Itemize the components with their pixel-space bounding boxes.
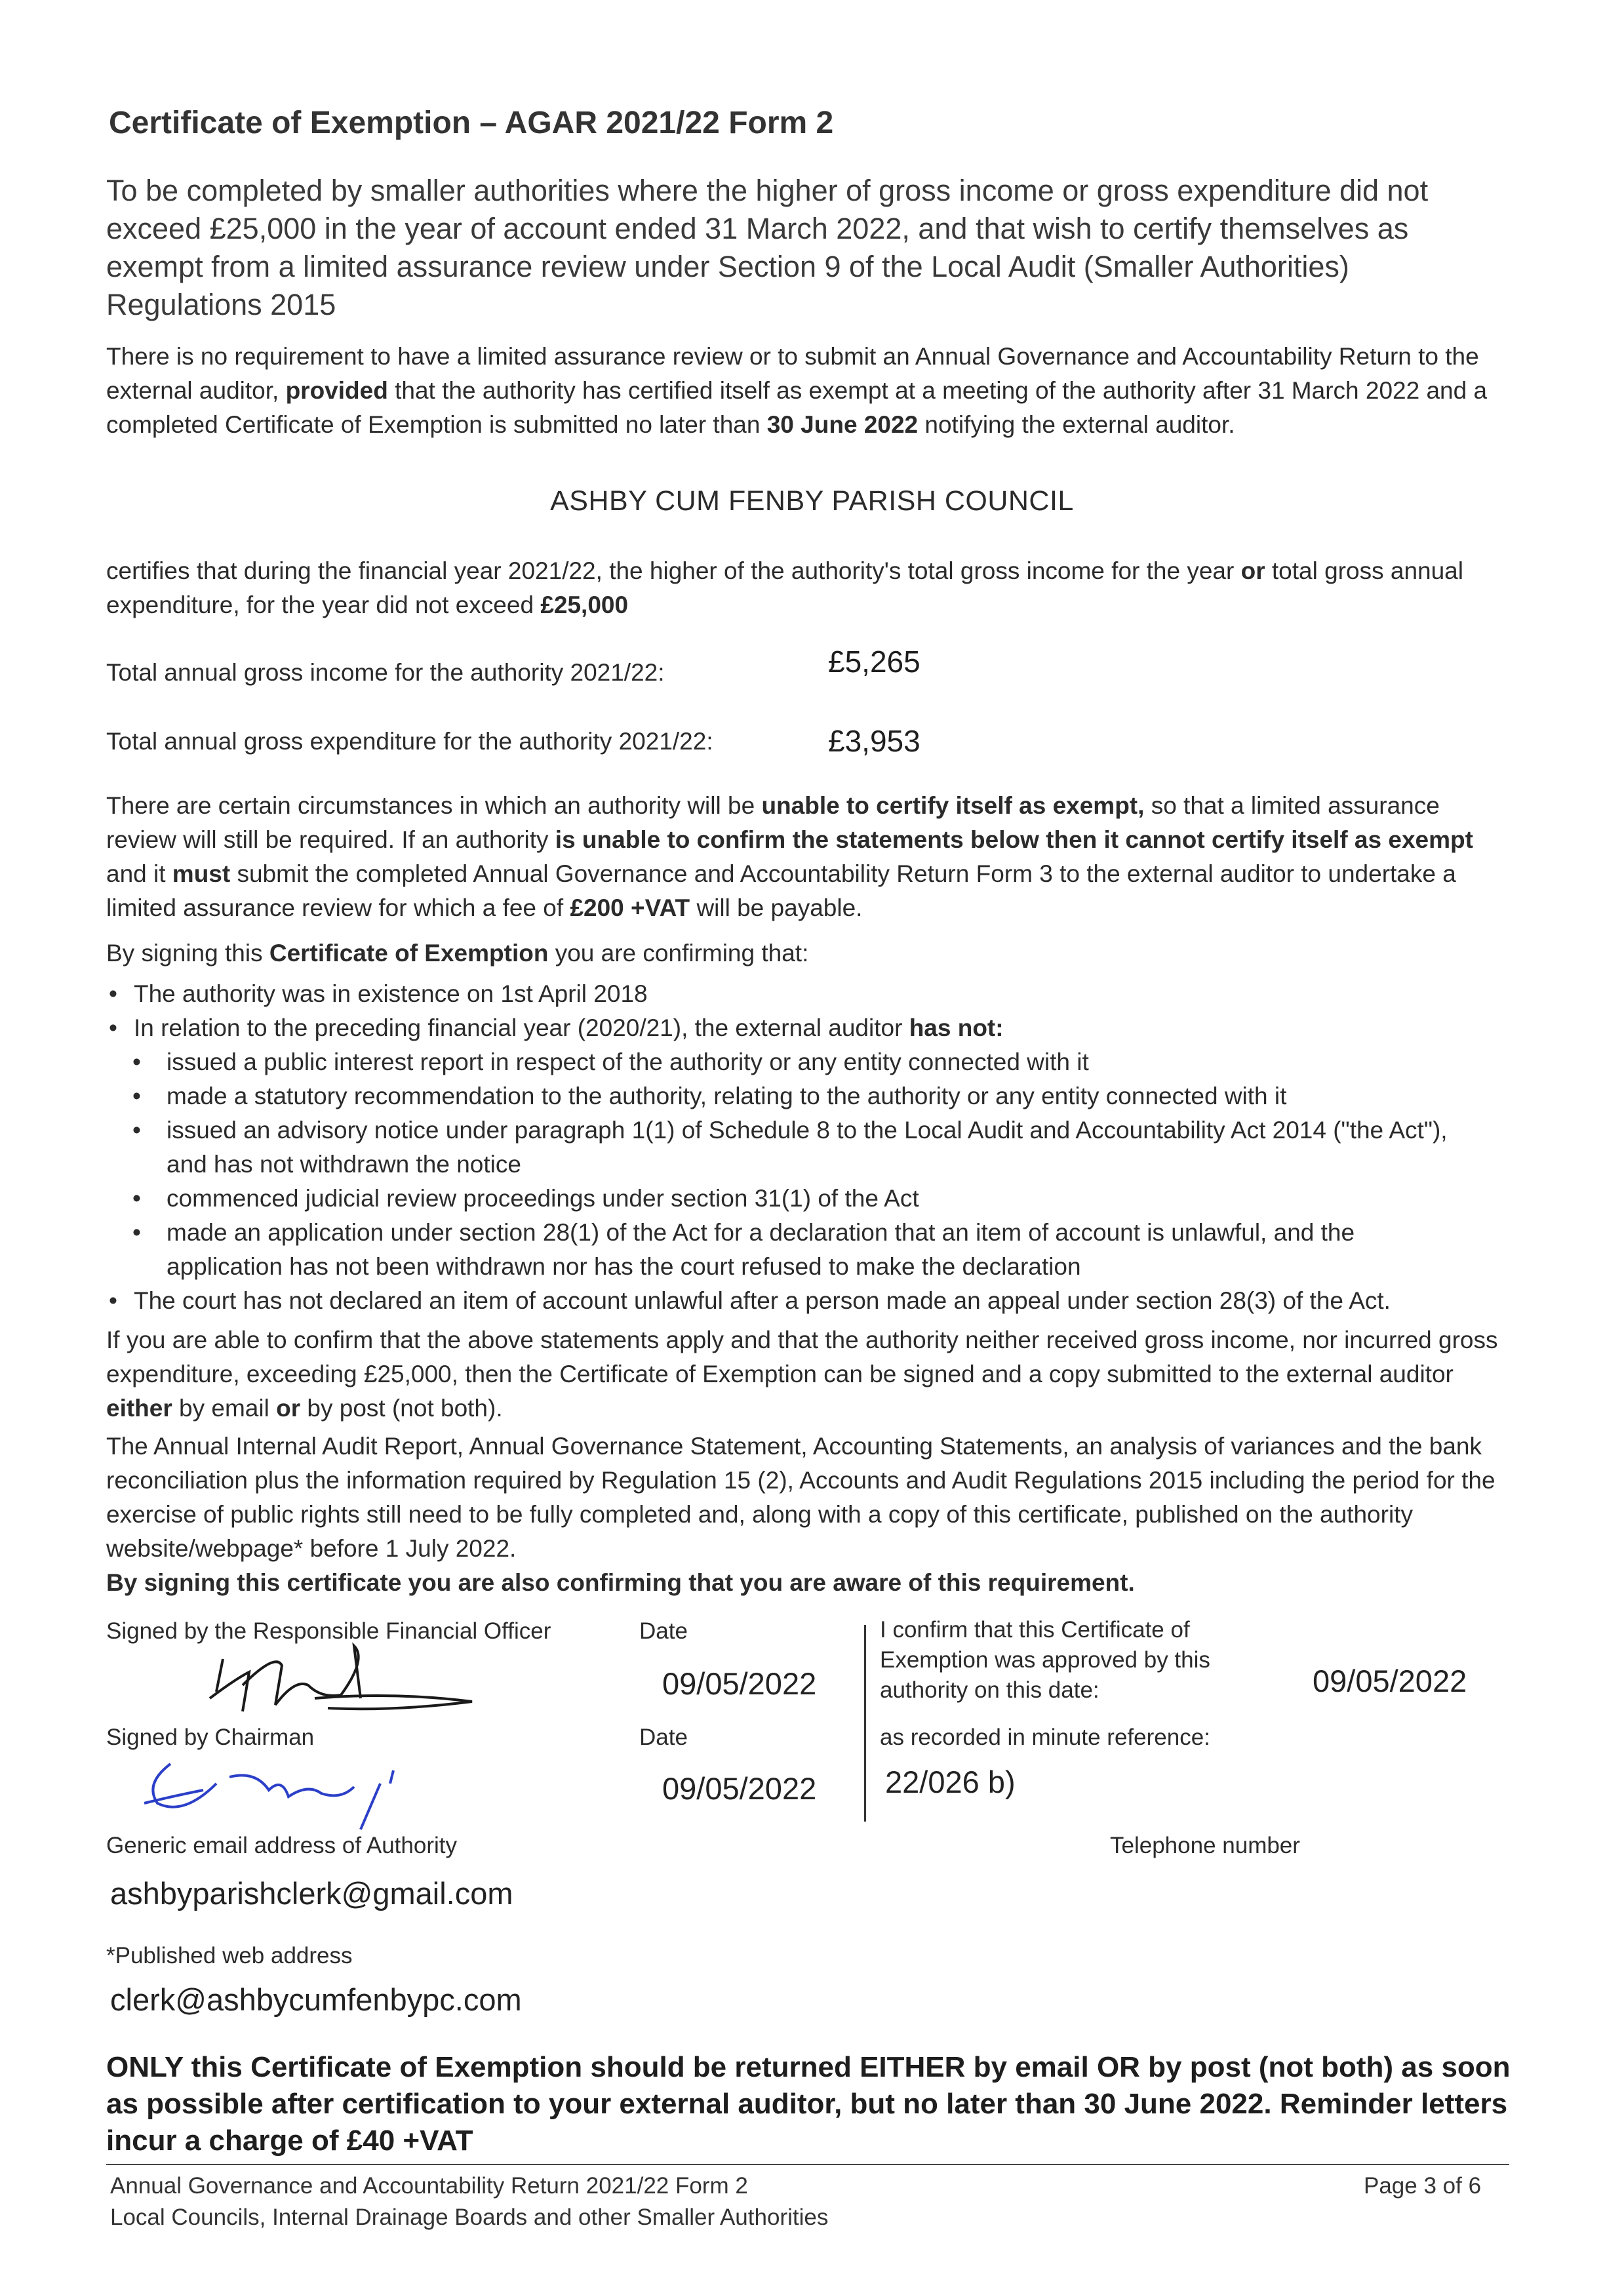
list-item: • issued an advisory notice under paragraph 1(1) of Schedule 8 to the Local Audit and Accountability Act 2014 ("the Act"), and has not withdrawn the notice [106,1113,1516,1182]
chair-date: 09/05/2022 [662,1771,817,1806]
income-value: £5,265 [828,645,921,679]
circumstances-text-3: and it [106,860,166,887]
circumstances-bold-2: is unable to confirm the statements below then it cannot certify itself as exempt [555,826,1473,853]
expenditure-value: £3,953 [828,724,921,758]
statement-list [106,977,1516,1318]
list-item: • made an application under section 28(1) of the Act for a declaration that an item of account is unlawful, and the application has not been withdrawn nor has the court refused to make the declaration [106,1216,1516,1284]
confirm-bold-1: either [106,1395,172,1422]
list-item: • The court has not declared an item of account unlawful after a person made an appeal under section 28(3) of the Act. [106,1284,1516,1318]
confirm-text-3: by post (not both). [307,1395,503,1422]
certifies-text-1: certifies that during the financial year 2021/22, the higher of the authority's total gross income for the year [106,557,1235,584]
circumstances-bold-3: must [172,860,231,887]
circumstances-text-1: There are certain circumstances in which an authority will be [106,792,755,819]
page-number: Page 3 of 6 [1364,2173,1482,2199]
signing-text-2: you are confirming that: [555,940,809,967]
requirement-text-3: notifying the external auditor. [924,411,1235,438]
web-value: clerk@ashbycumfenbypc.com [110,1982,522,2017]
intro-lead: To be completed by smaller authorities where the higher of gross income or gross expenditure did not exceed £25,000 in the year of account ended 31 March 2022, and that wish to certify themselves as exempt from a limited assurance review under Section 9 of the Local Audit (Smaller Authorities) Regulations 2015 [106,174,1429,321]
requirement-text-1: There is no requirement to have a limited assurance review or to submit an Annual Governance and Accountability Return to the external auditor, [106,343,1479,404]
council-name: ASHBY CUM FENBY PARISH COUNCIL [550,485,1074,517]
footer-divider [106,2164,1509,2165]
circumstances-text-2: so that a limited assurance review will still be required. If an authority [106,792,1440,853]
chair-signature [131,1744,498,1836]
email-value: ashbyparishclerk@gmail.com [110,1876,513,1911]
page-title: Certificate of Exemption – AGAR 2021/22 Form 2 [109,106,834,140]
circumstances-bold-1: unable to certify itself as exempt, [761,792,1145,819]
circumstances-text-5: will be payable. [696,894,863,921]
confirm-text-2: by email [179,1395,269,1422]
list-item: • The authority was in existence on 1st April 2018 [106,977,1516,1011]
return-notice: ONLY this Certificate of Exemption should be returned EITHER by email OR by post (not both) as soon as possible after certification to your external auditor, but no later than 30 June 2022. Reminder letters incur a charge of £40 +VAT [106,2051,1511,2157]
certifies-bold-1: or [1240,557,1265,584]
annual-report-text: The Annual Internal Audit Report, Annual Governance Statement, Accounting Statements, an analysis of variances and the bank reconciliation plus the information required by Regulation 15 (2), Accounts and Audit Regulations 2015 including the period for the exercise of public rights still need to be fully completed and, along with a copy of this certificate, published on the authority website/webpage* before 1 July 2022. [106,1433,1495,1562]
requirement-paragraph [106,340,1516,442]
approved-date: 09/05/2022 [1313,1664,1467,1698]
list-item: • commenced judicial review proceedings under section 31(1) of the Act [106,1182,1516,1216]
footer-left [110,2170,828,2233]
auditor-text: In relation to the preceding financial year (2020/21), the external auditor [134,1014,903,1041]
signing-intro [106,936,1516,970]
list-item: • made a statutory recommendation to the authority, relating to the authority or any entity connected with it [106,1079,1516,1113]
chair-date-label: Date [639,1725,688,1750]
annual-report-bold: By signing this certificate you are also confirming that you are aware of this requirement. [106,1569,1135,1596]
minute-label: as recorded in minute reference: [880,1725,1210,1750]
requirement-bold-1: provided [285,377,388,404]
approved-label: I confirm that this Certificate of Exemption was approved by this authority on this date: [880,1617,1210,1703]
list-item: • issued a public interest report in respect of the authority or any entity connected with it [106,1045,1516,1079]
certifies-text-2: total gross annual expenditure, for the year did not exceed [106,557,1463,618]
confirm-paragraph [106,1323,1516,1426]
requirement-text-2: that the authority has certified itself as exempt at a meeting of the authority after 31 March 2022 and a completed Certificate of Exemption is submitted no later than [106,377,1488,438]
footer-line-1: Annual Governance and Accountability Return 2021/22 Form 2 [110,2173,748,2199]
rfo-signature-label: Signed by the Responsible Financial Officer [106,1618,551,1644]
requirement-bold-2: 30 June 2022 [766,411,919,438]
auditor-has-not: has not: [909,1014,1004,1041]
rfo-signature [197,1633,498,1731]
circumstances-text-4: submit the completed Annual Governance and Accountability Return Form 3 to the external auditor to undertake a limited assurance review for which a fee of [106,860,1456,921]
minute-reference: 22/026 b) [885,1765,1016,1799]
rfo-date: 09/05/2022 [662,1666,817,1701]
confirm-bold-2: or [276,1395,301,1422]
certifies-bold-2: £25,000 [540,591,629,618]
certifies-paragraph [106,554,1516,622]
web-label: *Published web address [106,1943,353,1968]
list-item [106,1011,1516,1045]
income-label: Total annual gross income for the authority 2021/22: [106,659,665,686]
signature-divider [864,1625,866,1822]
circumstances-bold-4: £200 +VAT [570,894,690,921]
signing-bold-1: Certificate of Exemption [269,940,549,967]
expenditure-label: Total annual gross expenditure for the authority 2021/22: [106,728,713,755]
phone-label: Telephone number [1110,1833,1300,1858]
circumstances-paragraph [106,789,1516,925]
signing-text-1: By signing this [106,940,263,967]
confirm-text-1: If you are able to confirm that the above statements apply and that the authority neither received gross income, nor incurred gross expenditure, exceeding £25,000, then the Certificate of Exemption can be signed and a copy submitted to the external auditor [106,1327,1498,1387]
rfo-date-label: Date [639,1618,688,1644]
email-label: Generic email address of Authority [106,1833,457,1858]
footer-line-2: Local Councils, Internal Drainage Boards and other Smaller Authorities [110,2205,829,2230]
annual-report-paragraph [106,1429,1516,1600]
chair-signature-label: Signed by Chairman [106,1725,315,1750]
